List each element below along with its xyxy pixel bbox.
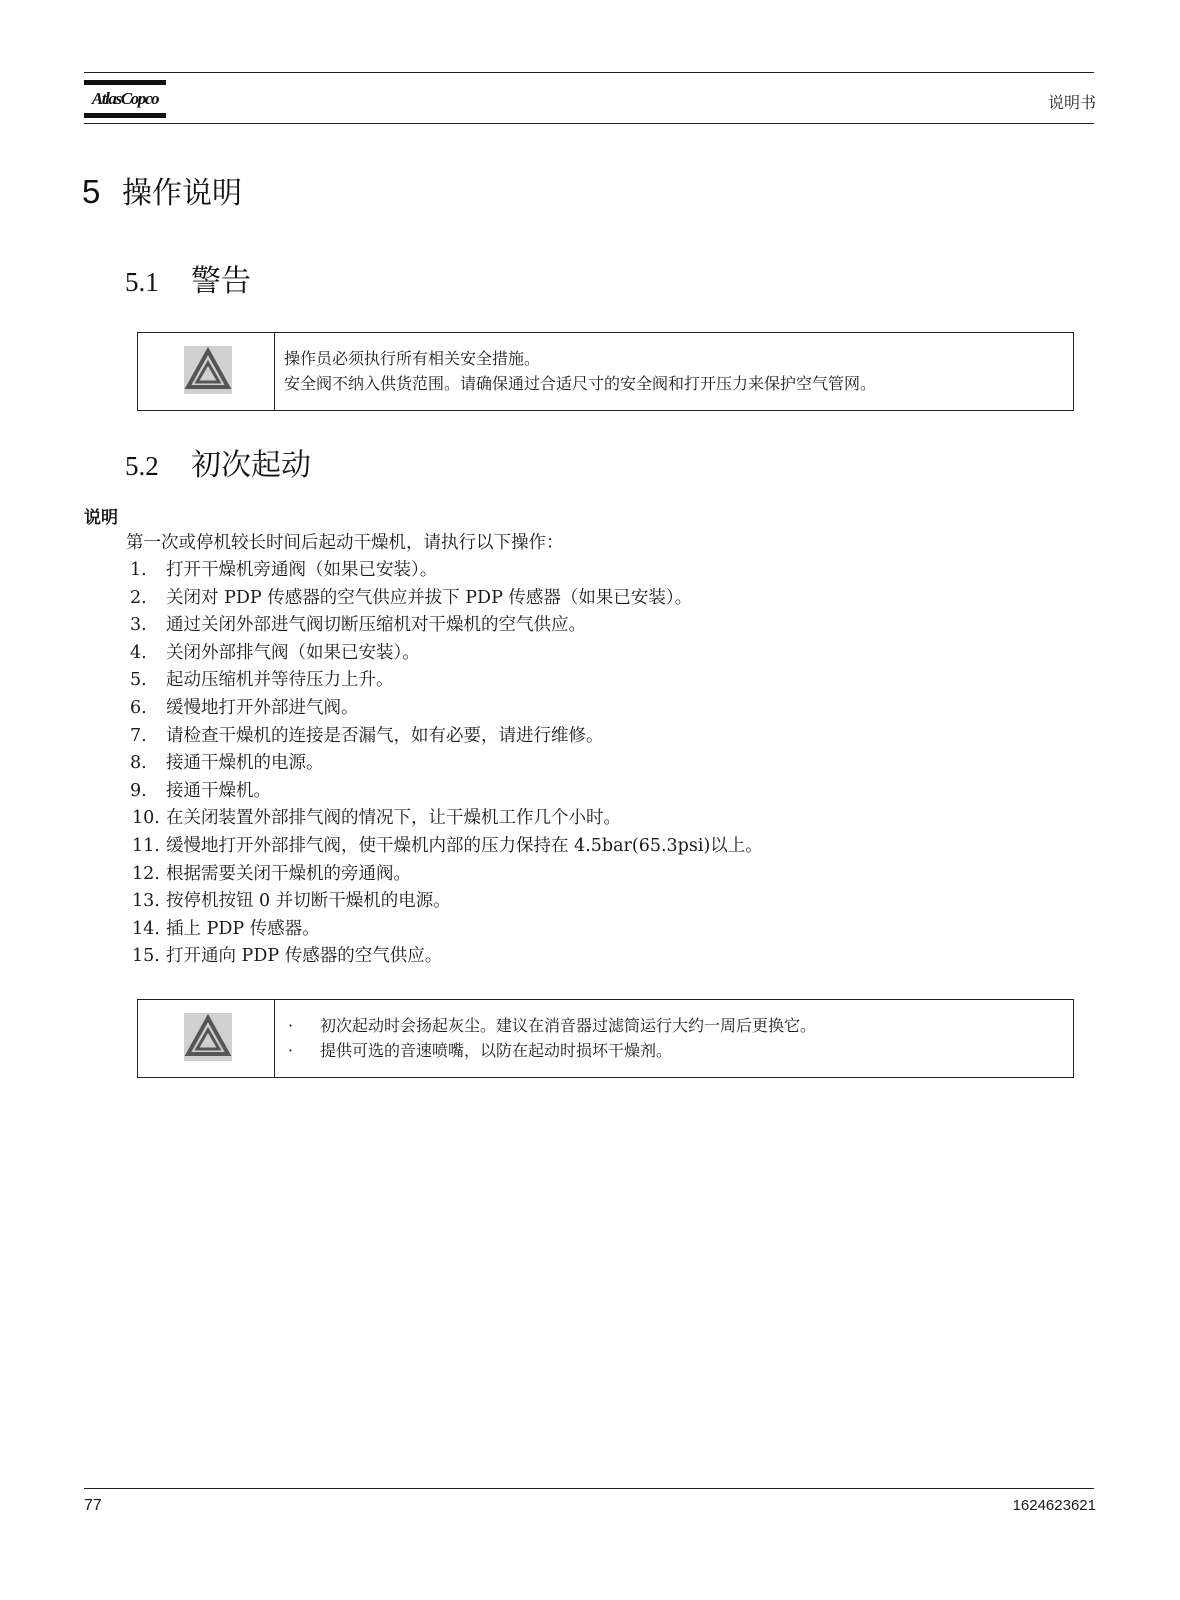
section-number: 5.1 <box>125 267 159 297</box>
doc-type-label: 说明书 <box>1047 93 1096 112</box>
step-number: 7. <box>130 725 147 746</box>
note-label: 说明 <box>84 508 118 528</box>
step-item <box>130 833 763 861</box>
document-number: 1624623621 <box>1012 1497 1096 1514</box>
step-item <box>130 723 763 751</box>
step-text: 按停机按钮 0 并切断干燥机的电源。 <box>166 891 451 912</box>
chapter-number: 5 <box>82 173 101 210</box>
step-item <box>130 695 763 723</box>
section-title: 警告 <box>191 264 251 299</box>
step-number: 10. <box>132 808 160 829</box>
step-text: 接通干燥机。 <box>166 780 271 801</box>
step-number: 14. <box>132 918 160 939</box>
header-top-rule <box>84 72 1094 73</box>
warning-bullet-item <box>286 1038 1065 1063</box>
step-text: 起动压缩机并等待压力上升。 <box>166 670 394 691</box>
intro-text: 第一次或停机较长时间后起动干燥机，请执行以下操作： <box>126 533 564 553</box>
logo-bar-bottom <box>84 113 166 118</box>
bullet-text: 提供可选的音速喷嘴，以防在起动时损坏干燥剂。 <box>320 1041 673 1060</box>
step-text: 缓慢地打开外部排气阀，使干燥机内部的压力保持在 4.5bar(65.3psi)以上。 <box>166 835 763 856</box>
step-text: 打开通向 PDP 传感器的空气供应。 <box>166 946 443 967</box>
bullet: · <box>288 1041 294 1060</box>
step-number: 1. <box>130 560 147 580</box>
page-number: 77 <box>84 1497 102 1514</box>
section-number: 5.2 <box>125 451 159 481</box>
warning-triangle-icon <box>184 1013 232 1061</box>
step-text: 关闭对 PDP 传感器的空气供应并拔下 PDP 传感器（如果已安装）。 <box>166 587 693 608</box>
logo-text: AtlasCopco <box>91 89 159 108</box>
logo-bar-top <box>84 80 166 85</box>
step-number: 11. <box>132 835 160 856</box>
step-item <box>130 612 763 640</box>
chapter-title: 操作说明 <box>122 176 242 211</box>
step-text: 缓慢地打开外部进气阀。 <box>166 697 359 718</box>
step-number: 8. <box>130 753 147 774</box>
step-number: 3. <box>130 615 147 636</box>
bullet-text: 初次起动时会扬起灰尘。建议在消音器过滤筒运行大约一周后更换它。 <box>320 1016 817 1035</box>
step-text: 插上 PDP 传感器。 <box>166 918 320 939</box>
header-bottom-rule <box>84 123 1094 124</box>
warning-triangle-icon <box>184 346 232 394</box>
startup-warning-box <box>137 999 1074 1078</box>
startup-steps-list <box>130 557 763 971</box>
step-item <box>130 640 763 668</box>
step-number: 12. <box>132 863 160 884</box>
atlas-copco-logo <box>84 80 166 118</box>
step-item <box>130 861 763 889</box>
step-text: 在关闭装置外部排气阀的情况下，让干燥机工作几个小时。 <box>166 808 621 829</box>
step-text: 打开干燥机旁通阀（如果已安装）。 <box>166 560 438 580</box>
section-heading-startup <box>125 440 311 484</box>
step-item <box>130 916 763 944</box>
step-item <box>130 943 763 971</box>
warning-box <box>137 332 1074 411</box>
step-item <box>130 888 763 916</box>
startup-warning-text <box>286 1013 1065 1063</box>
step-item <box>130 750 763 778</box>
step-item <box>130 805 763 833</box>
step-number: 4. <box>130 642 147 663</box>
warning-icon-cell <box>138 1000 275 1077</box>
step-item <box>130 778 763 806</box>
step-item <box>130 667 763 695</box>
step-number: 9. <box>130 780 147 801</box>
warning-line: 操作员必须执行所有相关安全措施。 <box>284 349 541 368</box>
step-text: 通过关闭外部进气阀切断压缩机对干燥机的空气供应。 <box>166 615 586 636</box>
bullet: · <box>288 1016 294 1035</box>
section-heading-warning <box>125 256 251 300</box>
section-title: 初次起动 <box>191 448 311 483</box>
step-number: 6. <box>130 697 147 718</box>
warning-bullet-item <box>286 1013 1065 1038</box>
step-text: 关闭外部排气阀（如果已安装）。 <box>166 642 420 663</box>
warning-line: 安全阀不纳入供货范围。请确保通过合适尺寸的安全阀和打开压力来保护空气管网。 <box>284 374 877 393</box>
step-text: 接通干燥机的电源。 <box>166 753 324 774</box>
step-number: 15. <box>132 946 160 967</box>
step-text: 根据需要关闭干燥机的旁通阀。 <box>166 863 411 884</box>
step-item <box>130 557 763 585</box>
step-number: 2. <box>130 587 147 608</box>
step-text: 请检查干燥机的连接是否漏气，如有必要，请进行维修。 <box>166 725 604 746</box>
warning-icon-cell <box>138 333 275 410</box>
footer-rule <box>84 1488 1094 1489</box>
warning-text <box>284 346 1065 396</box>
chapter-heading <box>82 168 242 212</box>
step-number: 5. <box>130 670 147 691</box>
step-item <box>130 585 763 613</box>
step-number: 13. <box>132 891 160 912</box>
